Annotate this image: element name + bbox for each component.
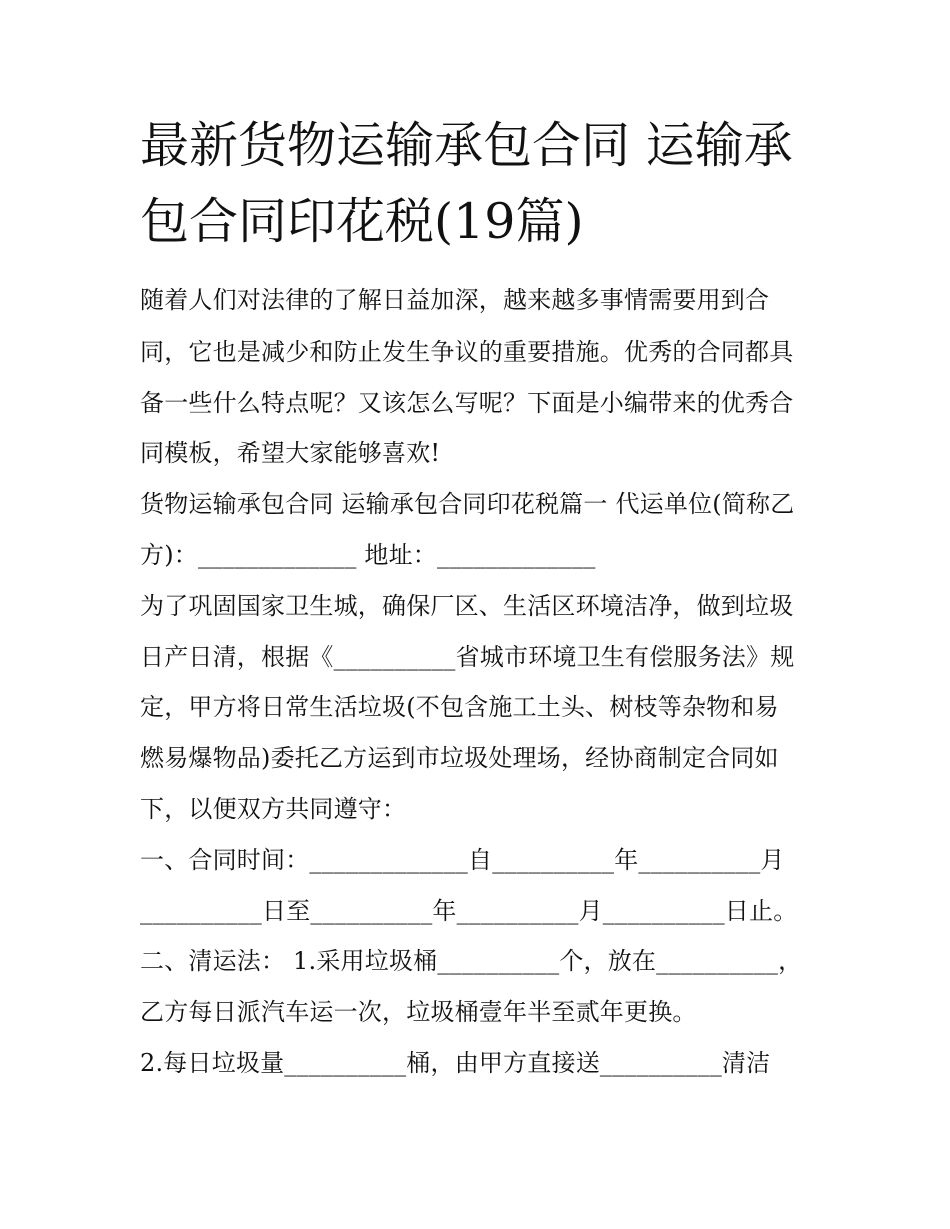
title-line-2: 包合同印花税(19篇) <box>140 193 584 250</box>
body-line-15: 乙方每日派汽车运一次，垃圾桶壹年半至贰年更换。 <box>140 998 697 1026</box>
body-line-10: 燃易爆物品)委托乙方运到市垃圾处理场，经协商制定合同如 <box>140 744 779 772</box>
body-line-13: __________日至__________年__________月__________日止。 <box>140 897 798 925</box>
document-title <box>140 108 820 260</box>
body-line-3: 备一些什么特点呢？又该怎么写呢？下面是小编带来的优秀合 <box>140 389 794 417</box>
body-line-5: 货物运输承包合同 运输承包合同印花税篇一 代运单位(简称乙 <box>140 490 795 518</box>
body-line-7: 为了巩固国家卫生城，确保厂区、生活区环境洁净，做到垃圾 <box>140 592 794 620</box>
body-line-2: 同，它也是减少和防止发生争议的重要措施。优秀的合同都具 <box>140 338 794 366</box>
body-line-11: 下，以便双方共同遵守： <box>140 795 407 823</box>
title-line-1: 最新货物运输承包合同 运输承 <box>140 117 793 174</box>
body-line-16: 2.每日垃圾量__________桶，由甲方直接送__________清洁 <box>140 1049 771 1077</box>
body-line-1: 随着人们对法律的了解日益加深，越来越多事情需要用到合 <box>140 286 770 314</box>
body-line-9: 定，甲方将日常生活垃圾(不包含施工土头、树枝等杂物和易 <box>140 693 779 721</box>
body-line-6: 方)：_____________ 地址：_____________ <box>140 541 596 569</box>
body-line-4: 同模板，希望大家能够喜欢! <box>140 439 441 467</box>
body-line-12: 一、合同时间：_____________自__________年__________月 <box>140 846 785 874</box>
body-line-14: 二、清运法： 1.采用垃圾桶__________个，放在__________， <box>140 947 803 975</box>
body-line-8: 日产日清，根据《__________省城市环境卫生有偿服务法》规 <box>140 643 795 671</box>
